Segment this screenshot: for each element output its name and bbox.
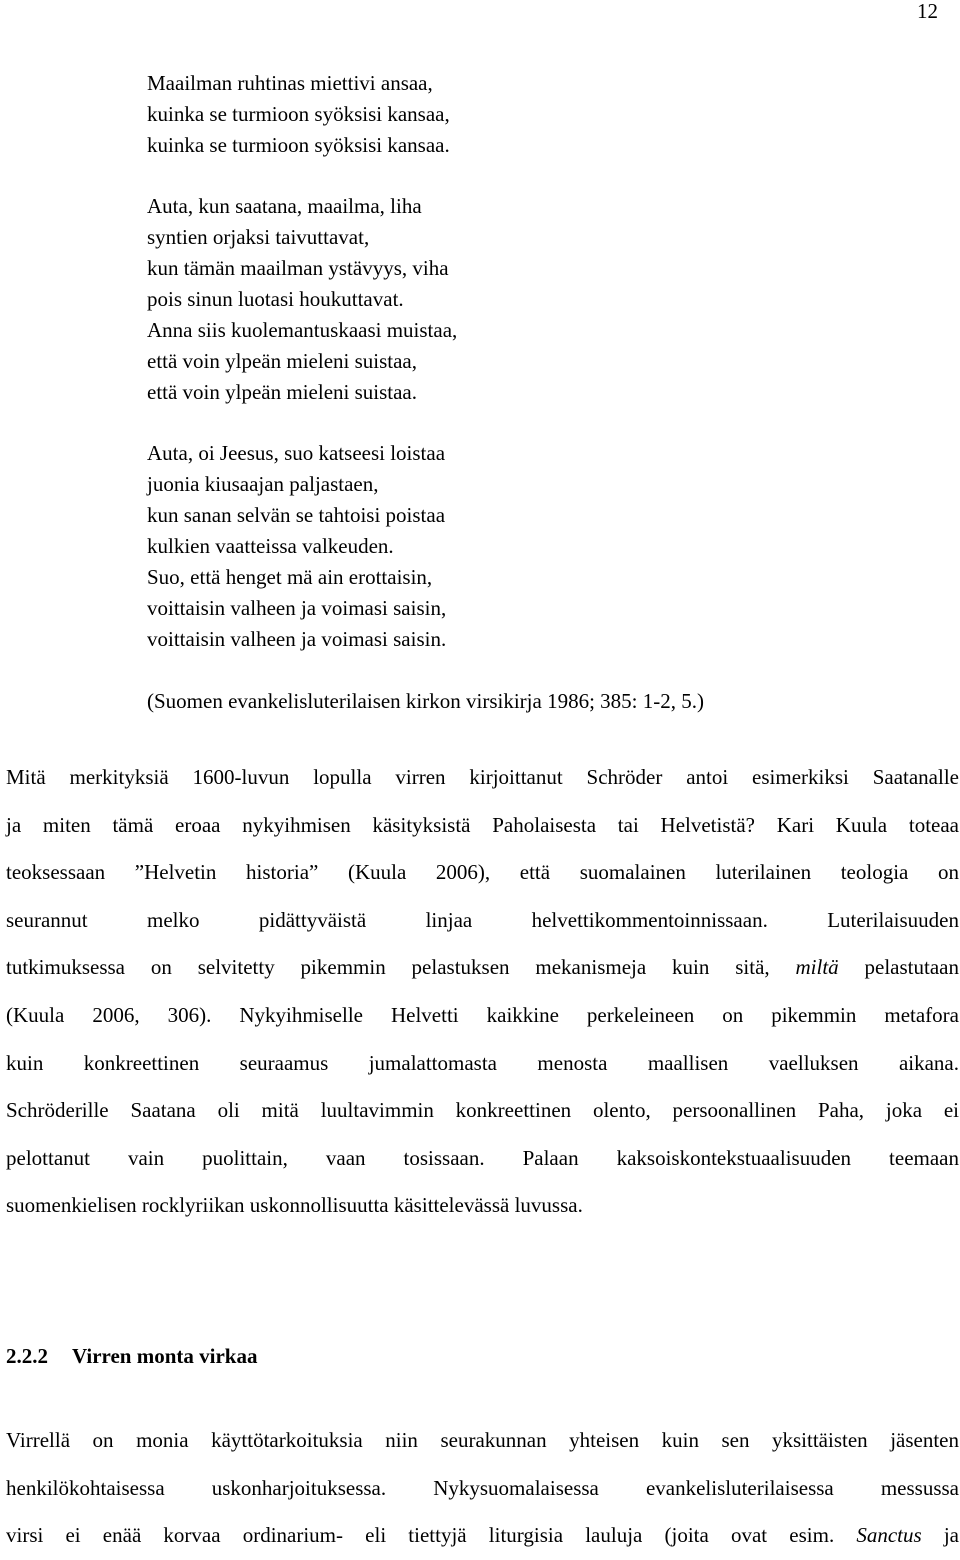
verse-line: kun sanan selvän se tahtoisi poistaa bbox=[147, 503, 446, 527]
paragraph-line: Virrellä on monia käyttötarkoituksia niin seurakunnan yhteisen kuin sen yksittäisten jäsenten bbox=[6, 1428, 959, 1452]
hymn-stanza bbox=[147, 68, 907, 161]
verse-line: kuinka se turmioon syöksisi kansaa, bbox=[147, 102, 450, 126]
verse-line: että voin ylpeän mieleni suistaa, bbox=[147, 349, 418, 373]
paragraph-line bbox=[6, 944, 959, 992]
paragraph-line: Schröderille Saatana oli mitä luultavimmin konkreettinen olento, persoonallinen Paha, joka ei bbox=[6, 1098, 959, 1123]
section-heading bbox=[6, 1341, 257, 1372]
verse-line: Anna siis kuolemantuskaasi muistaa, bbox=[147, 318, 458, 342]
verse-line: kun tämän maailman ystävyys, viha bbox=[147, 256, 449, 280]
verse-line: voittaisin valheen ja voimasi saisin, bbox=[147, 596, 447, 620]
verse-line: Auta, oi Jeesus, suo katseesi loistaa bbox=[147, 441, 446, 465]
italic-term: miltä bbox=[795, 955, 839, 980]
hymn-stanza bbox=[147, 191, 907, 408]
verse-line: Auta, kun saatana, maailma, liha bbox=[147, 194, 422, 218]
paragraph-line: ja miten tämä eroaa nykyihmisen käsityksistä Paholaisesta tai Helvetistä? Kari Kuula toteaa bbox=[6, 812, 959, 837]
verse-line: Maailman ruhtinas miettivi ansaa, bbox=[147, 71, 433, 95]
paragraph-line: kuin konkreettinen seuraamus jumalattomasta menosta maallisen vaelluksen aikana. bbox=[6, 1050, 959, 1075]
paragraph-line: Mitä merkityksiä 1600-luvun lopulla virren kirjoittanut Schröder antoi esimerkiksi Saatanalle bbox=[6, 765, 959, 789]
italic-term: Sanctus bbox=[856, 1523, 922, 1548]
verse-line: että voin ylpeän mieleni suistaa. bbox=[147, 380, 418, 404]
paragraph-line: (Kuula 2006, 306). Nykyihmiselle Helvetti kaikkine perkeleineen on pikemmin metafora bbox=[6, 1002, 959, 1027]
verse-line: syntien orjaksi taivuttavat, bbox=[147, 225, 370, 249]
paragraph-line: suomenkielisen rocklyriikan uskonnollisuutta käsittelevässä luvussa. bbox=[6, 1193, 583, 1218]
text-run: tutkimuksessa on selvitetty pikemmin pelastuksen mekanismeja kuin sitä, bbox=[6, 955, 770, 980]
body-paragraph bbox=[6, 754, 959, 1230]
verse-line: kulkien vaatteissa valkeuden. bbox=[147, 534, 394, 558]
verse-line: voittaisin valheen ja voimasi saisin. bbox=[147, 627, 447, 651]
paragraph-line: pelottanut vain puolittain, vaan tosissaan. Palaan kaksoiskontekstuaalisuuden teemaan bbox=[6, 1145, 959, 1170]
text-run: ja bbox=[943, 1523, 959, 1548]
body-paragraph bbox=[6, 1417, 959, 1560]
paragraph-line: seurannut melko pidättyväistä linjaa helvettikommentoinnissaan. Luterilaisuuden bbox=[6, 907, 959, 932]
hymn-stanza bbox=[147, 438, 907, 655]
text-run: pelastutaan bbox=[864, 955, 959, 980]
hymn-citation: (Suomen evankelisluterilaisen kirkon virsikirja 1986; 385: 1-2, 5.) bbox=[147, 689, 704, 713]
hymn-verses bbox=[147, 68, 907, 685]
page-number: 12 bbox=[917, 0, 938, 23]
paragraph-line bbox=[6, 1512, 959, 1560]
paragraph-line: henkilökohtaisessa uskonharjoituksessa. Nykysuomalaisessa evankelisluterilaisessa messussa bbox=[6, 1475, 959, 1500]
verse-line: juonia kiusaajan paljastaen, bbox=[147, 472, 379, 496]
verse-line: pois sinun luotasi houkuttavat. bbox=[147, 287, 404, 311]
paragraph-line: teoksessaan ”Helvetin historia” (Kuula 2006), että suomalainen luterilainen teologia on bbox=[6, 860, 959, 885]
verse-line: Suo, että henget mä ain erottaisin, bbox=[147, 565, 433, 589]
section-number: 2.2.2 bbox=[6, 1344, 48, 1368]
text-run: virsi ei enää korvaa ordinarium- eli tiettyjä liturgisia lauluja (joita ovat esim. bbox=[6, 1523, 835, 1548]
section-title: Virren monta virkaa bbox=[72, 1344, 258, 1368]
verse-line: kuinka se turmioon syöksisi kansaa. bbox=[147, 133, 450, 157]
